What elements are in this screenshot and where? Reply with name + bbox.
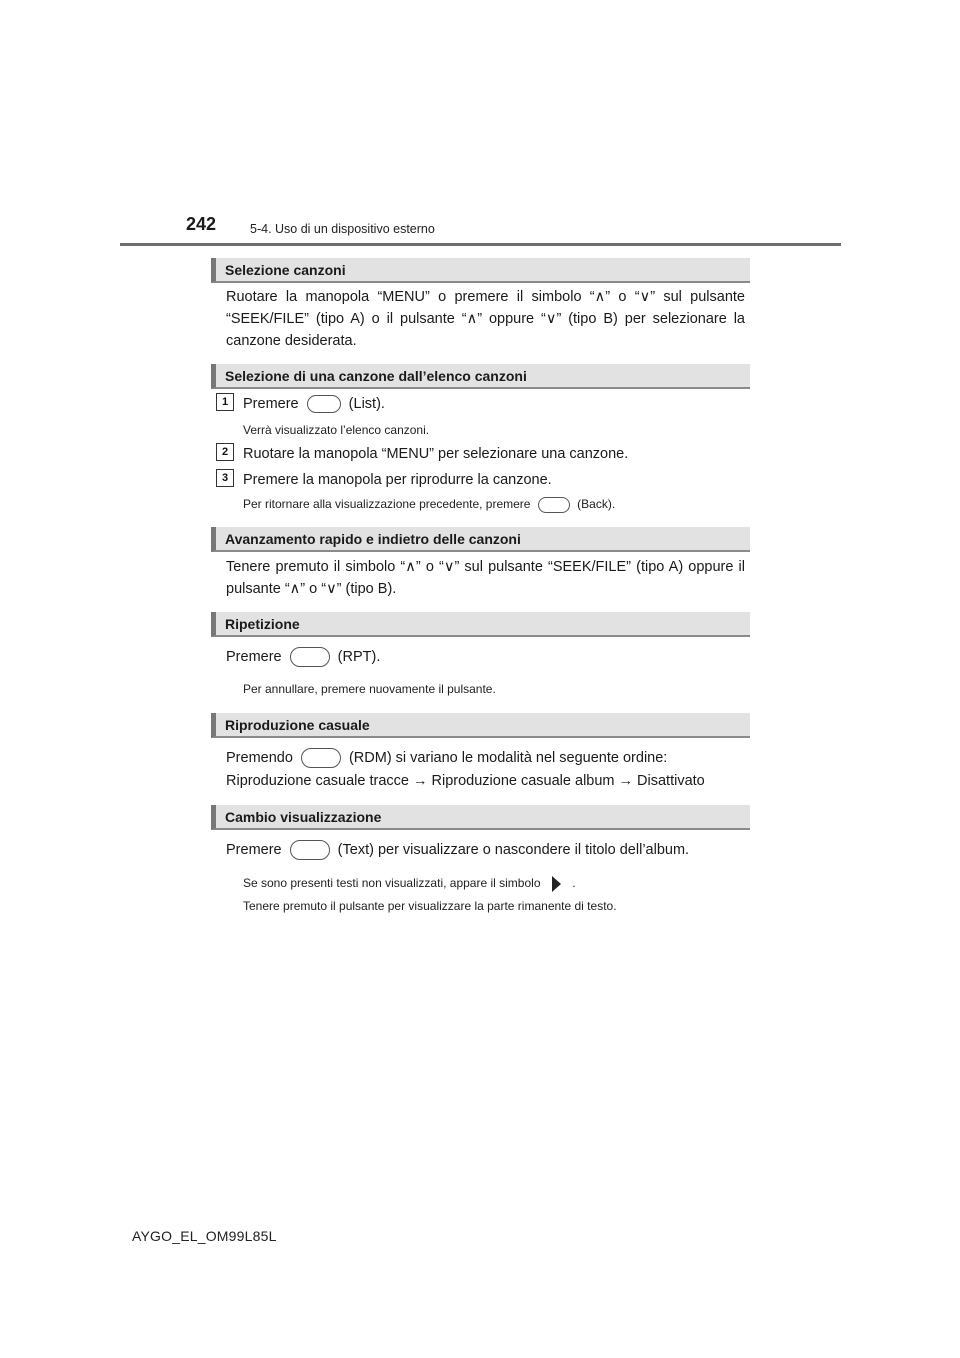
rpt-button-icon <box>290 647 330 667</box>
page-number: 242 <box>186 214 217 234</box>
paragraph-avanzamento: Tenere premuto il simbolo “∧” o “∨” sul pulsante “SEEK/FILE” (tipo A) oppure il pulsante “∧” o “∨” (tipo B). <box>226 559 745 597</box>
paragraph-ripetizione <box>226 646 380 668</box>
visualizzazione-post: (Text) per visualizzare o nascondere il titolo dell’album. <box>337 842 690 858</box>
step-3-text: Premere la manopola per riprodurre la canzone. <box>243 472 552 488</box>
note-1-pre: Se sono presenti testi non visualizzati, appare il simbolo <box>243 876 541 890</box>
header-divider <box>120 243 841 246</box>
ripetizione-post: (RPT). <box>337 649 381 665</box>
ripetizione-note: Per annullare, premere nuovamente il pulsante. <box>243 682 496 696</box>
heading-selezione-elenco: Selezione di una canzone dall’elenco canzoni <box>211 364 750 389</box>
step-number-2: 2 <box>216 443 234 461</box>
heading-riproduzione-casuale: Riproduzione casuale <box>211 713 750 738</box>
heading-cambio-visualizzazione: Cambio visualizzazione <box>211 805 750 830</box>
heading-ripetizione: Ripetizione <box>211 612 750 637</box>
back-button-icon <box>538 497 570 513</box>
document-code: AYGO_EL_OM99L85L <box>132 1228 277 1244</box>
step-1-text <box>243 393 385 415</box>
step-1-note: Verrà visualizzato l’elenco canzoni. <box>243 423 430 437</box>
visualizzazione-note-2: Tenere premuto il pulsante per visualizzare la parte rimanente di testo. <box>243 899 617 913</box>
ripetizione-pre: Premere <box>226 649 282 665</box>
visualizzazione-note-1 <box>243 874 576 892</box>
note-1-post: . <box>572 876 576 890</box>
visualizzazione-pre: Premere <box>226 842 282 858</box>
list-button-icon <box>307 395 341 413</box>
paragraph-selezione-canzoni: Ruotare la manopola “MENU” o premere il simbolo “∧” o “∨” sul pulsante “SEEK/FILE” (tipo A) o il pulsante “∧” oppure “∨” (tipo B) per selezionare la canzone desiderata. <box>226 289 745 349</box>
step-number-3: 3 <box>216 469 234 487</box>
casuale-pre: Premendo <box>226 750 293 766</box>
step-3-note-pre: Per ritornare alla visualizzazione precedente, premere <box>243 497 531 511</box>
step-2-text: Ruotare la manopola “MENU” per selezionare una canzone. <box>243 446 629 462</box>
step-3-note-post: (Back). <box>577 497 616 511</box>
more-text-arrow-icon <box>552 876 561 892</box>
section-reference: 5-4. Uso di un dispositivo esterno <box>250 222 435 236</box>
step-1-pre: Premere <box>243 396 299 412</box>
heading-avanzamento: Avanzamento rapido e indietro delle canzoni <box>211 527 750 552</box>
casuale-order: Riproduzione casuale tracce → Riproduzione casuale album → Disattivato <box>226 773 705 789</box>
casuale-post: (RDM) si variano le modalità nel seguente ordine: <box>348 750 668 766</box>
step-3-note <box>243 495 615 513</box>
paragraph-riproduzione-casuale <box>226 747 667 769</box>
rdm-button-icon <box>301 748 341 768</box>
heading-selezione-canzoni: Selezione canzoni <box>211 258 750 283</box>
text-button-icon <box>290 840 330 860</box>
step-1-post: (List). <box>348 396 385 412</box>
step-number-1: 1 <box>216 393 234 411</box>
paragraph-cambio-visualizzazione <box>226 839 689 861</box>
